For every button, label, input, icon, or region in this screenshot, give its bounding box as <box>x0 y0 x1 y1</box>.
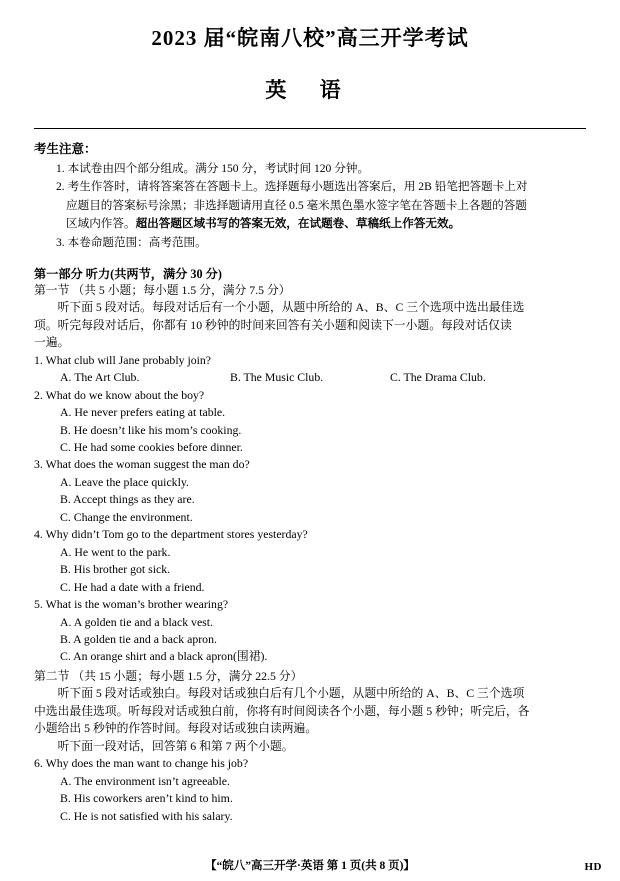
notice-item-2-line3 <box>56 215 586 232</box>
material-intro: 听下面一段对话，回答第 6 和第 7 两个小题。 <box>57 738 294 753</box>
section2-directions-line2: 中选出最佳选项。听每段对话或独白前，你将有时间阅读各个小题，每小题 5 秒钟；听完后，各 <box>34 703 530 718</box>
part1-section2-heading: 第二节 （共 15 小题；每小题 1.5 分，满分 22.5 分） <box>34 668 303 683</box>
section2-directions-line1: 听下面 5 段对话或独白。每段对话或独白后有几个小题，从题中所给的 A、B、C 三个选项 <box>57 686 525 701</box>
question-4-option-b[interactable]: B. His brother got sick. <box>60 562 171 577</box>
question-4-text: Why didn’t Tom go to the department stores yesterday? <box>45 527 308 542</box>
section1-directions-line2: 项。听完每段对话后，你都有 10 秒钟的时间来回答有关小题和阅读下一小题。每段对话仅读 <box>34 317 512 332</box>
question-5-text: What is the woman’s brother wearing? <box>45 597 229 612</box>
question-6-option-b[interactable]: B. His coworkers aren’t kind to him. <box>60 791 233 806</box>
notice-item-2-cont2 <box>34 215 586 232</box>
question-2-text: What do we know about the boy? <box>45 387 205 402</box>
subject-title: 英 语 <box>265 78 355 102</box>
notice-item-2-line2: 应题目的答案标号涂黑；非选择题请用直径 0.5 毫米黑色墨水签字笔在答题卡上各题的答题 <box>66 198 527 212</box>
question-4 <box>34 526 586 543</box>
question-3-num: 3. <box>34 457 43 472</box>
part1-heading: 第一部分 听力(共两节，满分 30 分) <box>34 266 222 281</box>
question-3-option-c[interactable]: C. Change the environment. <box>60 509 193 524</box>
question-5-option-a[interactable]: A. A golden tie and a black vest. <box>60 614 213 629</box>
notice-bold-text: 超出答题区域书写的答案无效，在试题卷、草稿纸上作答无效。 <box>135 217 461 231</box>
question-1-option-c[interactable]: C. The Drama Club. <box>390 370 486 385</box>
question-1-text: What club will Jane probably join? <box>45 352 212 367</box>
notice-item-1: 1. 本试卷由四个部分组成。满分 150 分，考试时间 120 分钟。 <box>56 162 370 175</box>
question-2 <box>34 387 586 404</box>
question-6-option-a[interactable]: A. The environment isn’t agreeable. <box>60 773 230 788</box>
question-4-option-a[interactable]: A. He went to the park. <box>60 544 171 559</box>
question-6-num: 6. <box>34 756 43 771</box>
page-title: 2023 届“皖南八校”高三开学考试 <box>151 26 469 50</box>
footer-mark: HD <box>584 861 602 873</box>
question-2-option-c[interactable]: C. He had some cookies before dinner. <box>60 440 243 455</box>
question-1-option-b[interactable]: B. The Music Club. <box>230 370 324 385</box>
question-5-option-c[interactable]: C. An orange shirt and a black apron(围裙). <box>60 649 268 664</box>
part1-section1-heading: 第一节 （共 5 小题；每小题 1.5 分，满分 7.5 分） <box>34 282 291 297</box>
question-1-options <box>34 369 586 386</box>
notice-item-3: 3. 本卷命题范围：高考范围。 <box>56 235 207 249</box>
question-4-option-c[interactable]: C. He had a date with a friend. <box>60 579 205 594</box>
question-6 <box>34 755 586 772</box>
question-5-option-b[interactable]: B. A golden tie and a back apron. <box>60 632 217 647</box>
question-6-text: Why does the man want to change his job? <box>45 756 249 771</box>
question-2-option-a[interactable]: A. He never prefers eating at table. <box>60 405 226 420</box>
question-4-num: 4. <box>34 527 43 542</box>
notice-normal-text: 区域内作答。 <box>66 217 136 231</box>
header-divider <box>34 128 586 129</box>
question-1-num: 1. <box>34 352 43 367</box>
question-2-option-b[interactable]: B. He doesn’t like his mom’s cooking. <box>60 422 242 437</box>
question-3 <box>34 456 586 473</box>
question-3-text: What does the woman suggest the man do? <box>45 457 250 472</box>
section1-directions-line3: 一遍。 <box>34 335 70 350</box>
question-6-option-c[interactable]: C. He is not satisfied with his salary. <box>60 808 233 823</box>
question-3-option-a[interactable]: A. Leave the place quickly. <box>60 474 189 489</box>
notice-heading: 考生注意： <box>34 142 97 156</box>
notice-item-2: 2. 考生作答时，请将答案答在答题卡上。选择题每小题选出答案后，用 2B 铅笔把答题卡上对 <box>56 180 528 194</box>
question-1-option-a[interactable]: A. The Art Club. <box>60 370 140 385</box>
question-5-num: 5. <box>34 597 43 612</box>
page-footer: 【“皖八”高三开学·英语 第 1 页(共 8 页)】 <box>205 860 415 872</box>
question-1 <box>34 352 586 369</box>
question-5 <box>34 596 586 613</box>
section2-directions-line3: 小题给出 5 秒钟的作答时间。每段对话或独白读两遍。 <box>34 721 318 736</box>
question-3-option-b[interactable]: B. Accept things as they are. <box>60 492 195 507</box>
question-2-num: 2. <box>34 387 43 402</box>
section1-directions-line1: 听下面 5 段对话。每段对话后有一个小题，从题中所给的 A、B、C 三个选项中选出最佳选 <box>57 300 525 315</box>
notice-item-2-cont <box>34 197 586 214</box>
